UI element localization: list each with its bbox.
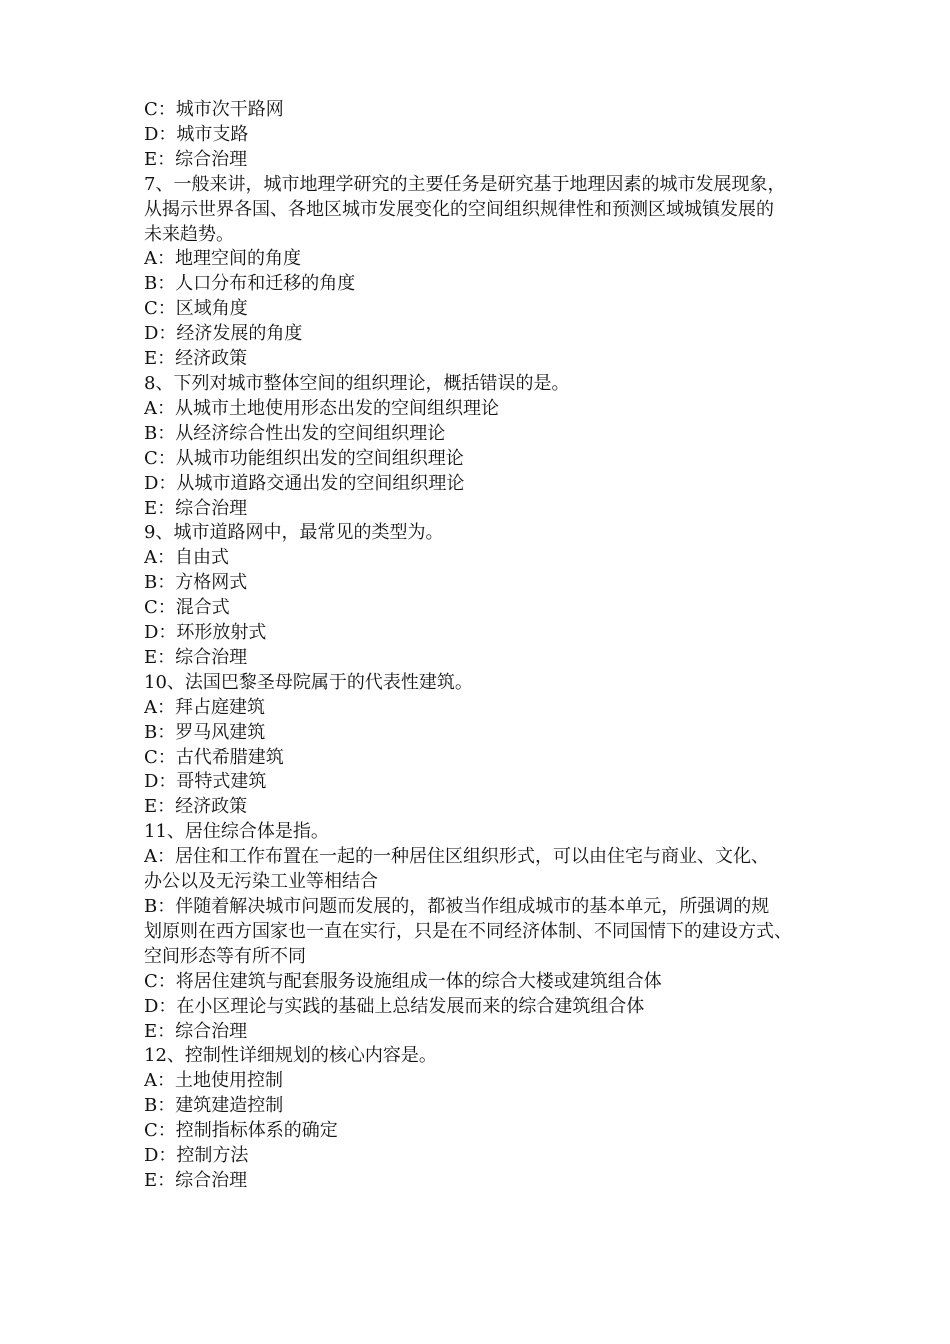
question-stem-line: 未来趋势。: [144, 223, 234, 245]
option-a-line: 办公以及无污染工业等相结合: [144, 871, 378, 893]
option-b-line: 空间形态等有所不同: [144, 945, 306, 967]
question-11: [144, 820, 810, 1044]
question-8: [144, 372, 810, 521]
option-c: C：从城市功能组织出发的空间组织理论: [144, 447, 464, 469]
option-e: E：综合治理: [144, 148, 248, 170]
option-e: E：经济政策: [144, 796, 248, 818]
option-e: E：综合治理: [144, 646, 248, 668]
option-c: C：混合式: [144, 597, 230, 619]
option-d: D：环形放射式: [144, 622, 267, 644]
option-d: D：经济发展的角度: [144, 323, 303, 345]
question-12: [144, 1044, 810, 1193]
option-a-line: A：居住和工作布置在一起的一种居住区组织形式，可以由住宅与商业、文化、: [144, 846, 769, 868]
option-a: A：地理空间的角度: [144, 248, 301, 270]
option-d: D：控制方法: [144, 1145, 249, 1167]
option-b: B：方格网式: [144, 572, 248, 594]
option-b-line: B：伴随着解决城市问题而发展的，都被当作组成城市的基本单元，所强调的规: [144, 896, 770, 917]
option-e: E：综合治理: [144, 1169, 248, 1191]
option-a: A：从城市土地使用形态出发的空间组织理论: [144, 397, 499, 419]
question-stem-line: 9、城市道路网中，最常见的类型为。: [144, 522, 444, 544]
option-a: A：拜占庭建筑: [144, 696, 265, 718]
question-stem-line: 从揭示世界各国、各地区城市发展变化的空间组织规律性和预测区域城镇发展的: [144, 198, 774, 220]
option-c: C：城市次干路网: [144, 99, 284, 120]
option-c: C：古代希腊建筑: [144, 746, 284, 768]
option-c: C：控制指标体系的确定: [144, 1120, 338, 1142]
option-a: A：土地使用控制: [144, 1070, 283, 1092]
option-d: D：城市支路: [144, 123, 249, 145]
document-page: [144, 98, 810, 1194]
option-a: A：自由式: [144, 547, 229, 569]
option-b: B：罗马风建筑: [144, 721, 266, 743]
question-9: [144, 521, 810, 670]
question-stem-line: 8、下列对城市整体空间的组织理论，概括错误的是。: [144, 372, 570, 394]
question-10: [144, 671, 810, 820]
option-b: B：建筑建造控制: [144, 1095, 284, 1117]
option-c: C：区域角度: [144, 298, 248, 320]
option-b: B：人口分布和迁移的角度: [144, 273, 356, 295]
option-d: D：在小区理论与实践的基础上总结发展而来的综合建筑组合体: [144, 995, 645, 1017]
option-e: E：综合治理: [144, 1020, 248, 1042]
option-b-line: 划原则在西方国家也一直在实行，只是在不同经济体制、不同国情下的建设方式、: [144, 920, 792, 942]
leading-options: [144, 98, 810, 173]
option-c: C：将居住建筑与配套服务设施组成一体的综合大楼或建筑组合体: [144, 970, 662, 992]
option-b: B：从经济综合性出发的空间组织理论: [144, 422, 446, 444]
question-stem-line: 10、法国巴黎圣母院属于的代表性建筑。: [144, 671, 473, 693]
option-e: E：综合治理: [144, 497, 248, 519]
question-stem-line: 11、居住综合体是指。: [144, 821, 329, 843]
question-stem-line: 7、一般来讲，城市地理学研究的主要任务是研究基于地理因素的城市发展现象，: [144, 173, 786, 195]
option-d: D：哥特式建筑: [144, 771, 267, 793]
option-e: E：经济政策: [144, 348, 248, 370]
question-7: [144, 173, 810, 372]
question-stem-line: 12、控制性详细规划的核心内容是。: [144, 1045, 437, 1067]
option-d: D：从城市道路交通出发的空间组织理论: [144, 472, 465, 494]
